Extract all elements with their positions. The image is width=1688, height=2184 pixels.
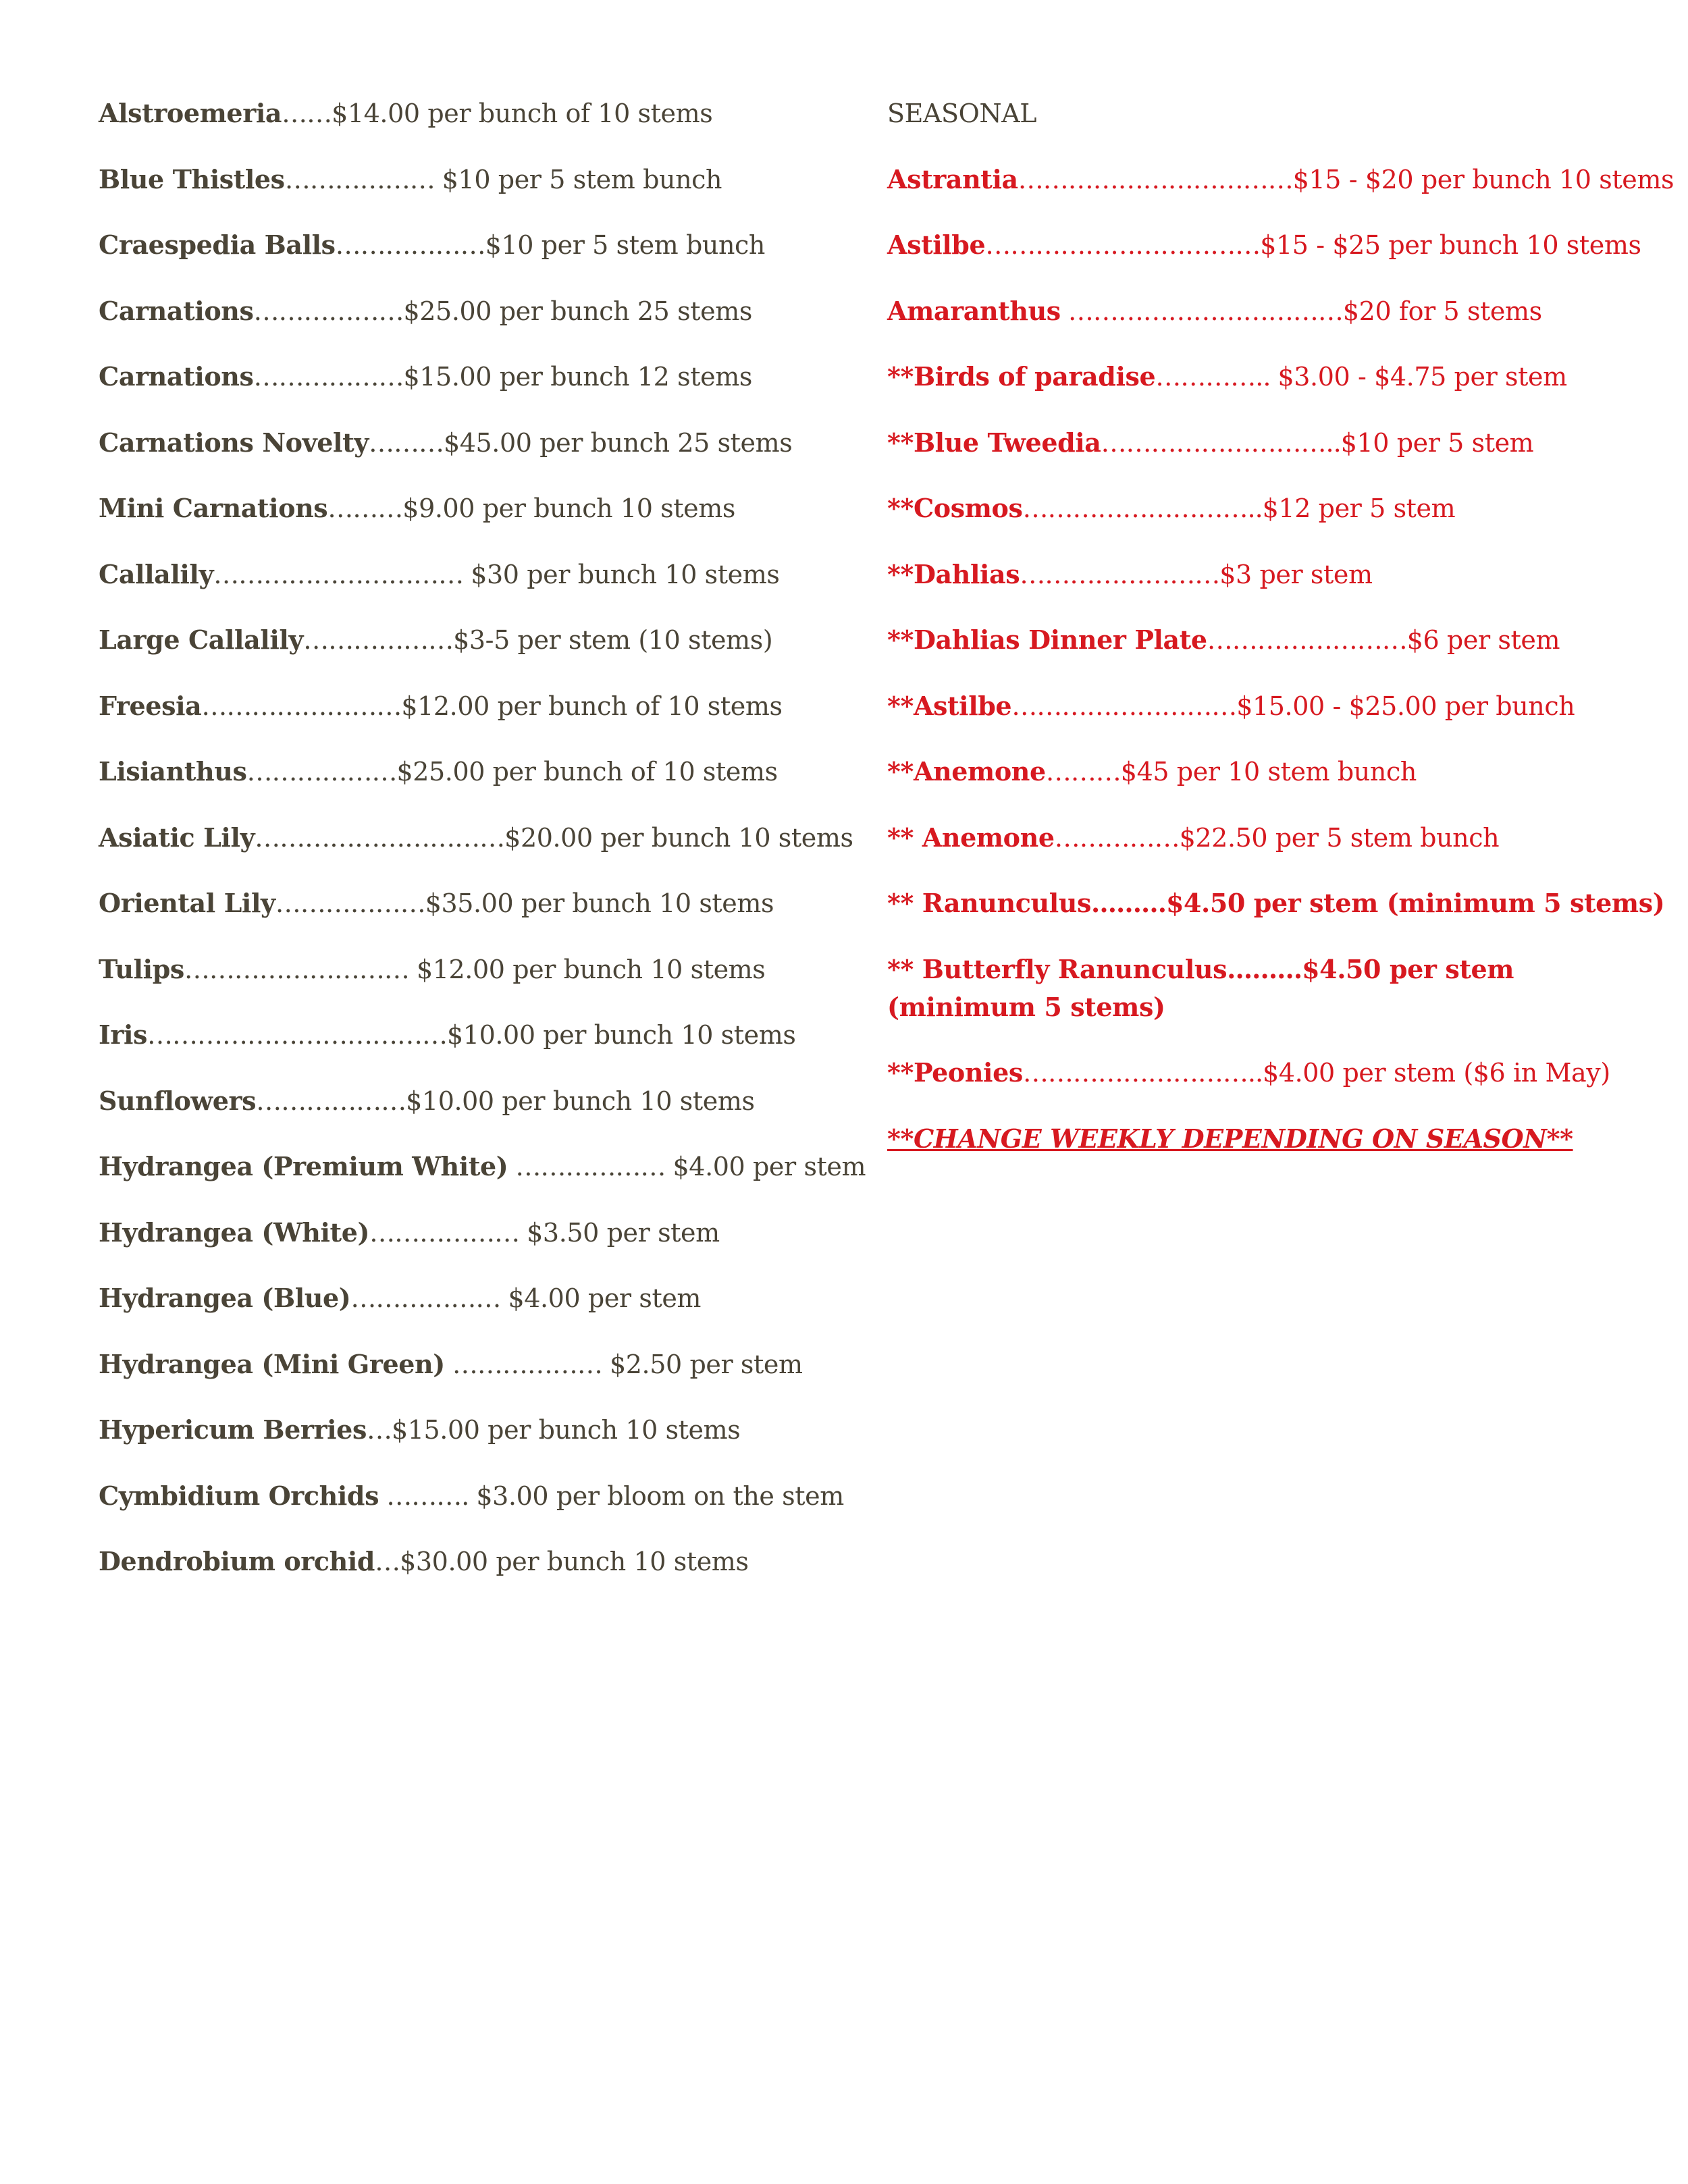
item-price: $45 per 10 stem bunch: [1120, 757, 1417, 787]
item-name: **Peonies: [887, 1057, 1023, 1088]
leader-dots: ………………………………: [147, 1020, 448, 1050]
item-price: $3-5 per stem (10 stems): [453, 625, 773, 655]
item-price: $12 per 5 stem: [1262, 494, 1456, 523]
seasonal-price-list: [887, 95, 1674, 1186]
item-price: $3.00 - $4.75 per stem: [1277, 362, 1567, 392]
leader-dots: ………………: [284, 164, 442, 194]
leader-dots: …………..: [1155, 362, 1278, 392]
item-price: $15.00 - $25.00 per bunch: [1236, 691, 1575, 721]
item-price: $20 for 5 stems: [1342, 296, 1542, 326]
item-name: Sunflowers: [99, 1085, 257, 1116]
item-name: Amaranthus: [887, 295, 1061, 326]
list-item: [99, 556, 848, 593]
item-price: $15.00 per bunch 12 stems: [403, 362, 752, 392]
list-item: [887, 1054, 1630, 1092]
item-name: **Astilbe: [887, 690, 1012, 721]
list-item: [99, 1411, 848, 1449]
leader-dots: ………………: [275, 888, 425, 918]
list-item: [99, 1279, 848, 1317]
list-item: [99, 226, 848, 264]
list-item: [887, 358, 1630, 396]
leader-dots: ………: [327, 494, 403, 523]
leader-dots: ……………………………: [1018, 164, 1293, 194]
item-name: ** Butterfly Ranunculus: [887, 953, 1228, 984]
item-price: $10 per 5 stem bunch: [442, 164, 722, 194]
item-price: $4.00 per stem ($6 in May): [1263, 1058, 1610, 1088]
leader-dots: ………………: [246, 757, 397, 787]
leader-dots: ………………: [256, 1086, 406, 1116]
list-item: [99, 1543, 848, 1580]
leader-dots: ………………: [253, 362, 404, 392]
item-name: Astilbe: [887, 230, 986, 260]
item-price: $3.00 per bloom on the stem: [476, 1481, 844, 1511]
leader-dots: ……………………………: [985, 230, 1261, 260]
leader-dots: ………………: [335, 230, 485, 260]
item-name: **Anemone: [887, 756, 1046, 787]
leader-dots: ……………………: [1020, 559, 1220, 589]
leader-dots: ………………: [508, 1152, 673, 1181]
list-item: [99, 1148, 866, 1186]
item-price: $2.50 per stem: [610, 1349, 803, 1379]
item-price: $12.00 per bunch of 10 stems: [401, 691, 783, 721]
item-price: $10 per 5 stem bunch: [485, 230, 765, 260]
item-price: $22.50 per 5 stem bunch: [1179, 822, 1500, 853]
item-price: $3.50 per stem: [527, 1217, 720, 1248]
item-name: Dendrobium orchid: [99, 1546, 375, 1576]
item-price: $10 per 5 stem: [1340, 427, 1534, 458]
item-price: $6 per stem: [1406, 625, 1560, 655]
item-name: Hydrangea (White): [99, 1217, 370, 1248]
leader-dots: ……………: [1054, 822, 1180, 853]
item-price: $25.00 per bunch 25 stems: [403, 296, 752, 326]
standard-price-list: [99, 95, 866, 1609]
item-name: Craespedia Balls: [99, 230, 336, 260]
list-item: [99, 1477, 848, 1515]
item-name: Cymbidium Orchids: [99, 1480, 379, 1511]
list-item: [99, 161, 848, 198]
item-name: Tulips: [99, 953, 184, 984]
item-price: $30.00 per bunch 10 stems: [400, 1547, 749, 1576]
item-price: $10.00 per bunch 10 stems: [406, 1086, 755, 1116]
list-item: [887, 884, 1665, 922]
item-name: Lisianthus: [99, 756, 247, 787]
item-price: $30 per bunch 10 stems: [471, 559, 780, 589]
item-name: Callalily: [99, 558, 214, 589]
leader-dots: …: [375, 1547, 400, 1576]
list-item: [99, 292, 848, 330]
seasonal-heading: SEASONAL: [887, 99, 1037, 128]
leader-dots: …………………………: [255, 822, 505, 853]
item-name: Asiatic Lily: [99, 822, 255, 853]
leader-dots: …………………………: [213, 559, 471, 589]
item-price: $4.00 per stem: [508, 1283, 702, 1313]
item-name: **Blue Tweedia: [887, 427, 1101, 458]
list-item: [99, 621, 848, 659]
leader-dots: ……………………………: [1060, 296, 1343, 326]
item-name: Mini Carnations: [99, 493, 328, 523]
leader-dots: ………………: [369, 1217, 527, 1248]
item-name: Astrantia: [887, 163, 1018, 194]
item-price: $15 - $20 per bunch 10 stems: [1292, 164, 1674, 194]
item-name: ** Anemone: [887, 822, 1055, 853]
leader-dots: ………………………: [1011, 691, 1237, 721]
item-name: Hydrangea (Mini Green): [99, 1348, 445, 1379]
item-price: $3 per stem: [1219, 559, 1373, 589]
item-price: $45.00 per bunch 25 stems: [443, 427, 793, 458]
leader-dots: ………………: [350, 1283, 508, 1313]
list-item: [99, 884, 848, 922]
list-item: [887, 951, 1630, 1026]
list-item: [99, 95, 848, 132]
item-name: Blue Thistles: [99, 163, 285, 194]
leader-dots: ……………………: [1207, 625, 1407, 655]
item-name: Carnations: [99, 361, 254, 392]
leader-dots: ……: [282, 99, 332, 128]
item-name: ** Ranunculus: [887, 888, 1091, 918]
list-item: [887, 621, 1630, 659]
item-name: **Cosmos: [887, 493, 1023, 523]
list-item: [887, 292, 1630, 330]
list-item: [887, 489, 1630, 527]
list-item: [99, 1082, 848, 1120]
season-change-note: **CHANGE WEEKLY DEPENDING ON SEASON**: [887, 1123, 1573, 1154]
seasonal-footer: [887, 1120, 1630, 1158]
list-item: [887, 687, 1630, 725]
leader-dots: ………………………..: [1101, 427, 1341, 458]
list-item: [99, 489, 848, 527]
list-item: [99, 951, 848, 988]
list-item: [99, 1214, 848, 1252]
item-name: Large Callalily: [99, 624, 304, 655]
leader-dots: ………: [368, 427, 444, 458]
list-item: [99, 819, 853, 857]
leader-dots: ………………: [303, 625, 454, 655]
leader-dots: ………: [1227, 953, 1302, 984]
item-price: $20.00 per bunch 10 stems: [504, 822, 853, 853]
list-item: [99, 687, 848, 725]
item-price: $4.50 per stem (minimum 5 stems): [887, 953, 1514, 1022]
leader-dots: ………………: [444, 1349, 610, 1379]
list-item: [99, 424, 848, 462]
item-price: $4.00 per stem: [672, 1152, 866, 1181]
list-item: [99, 1016, 848, 1054]
list-item: [99, 753, 848, 791]
item-name: Hydrangea (Blue): [99, 1283, 351, 1313]
item-name: **Dahlias: [887, 558, 1020, 589]
leader-dots: ………: [1090, 888, 1166, 918]
item-price: $4.50 per stem (minimum 5 stems): [1165, 888, 1665, 918]
leader-dots: ………………: [253, 296, 404, 326]
list-item: [887, 819, 1630, 857]
leader-dots: …: [366, 1415, 392, 1445]
item-name: Hypericum Berries: [99, 1414, 367, 1445]
item-name: Hydrangea (Premium White): [99, 1151, 508, 1181]
item-name: Alstroemeria: [99, 98, 282, 128]
leader-dots: ……………………: [201, 691, 402, 721]
item-name: Iris: [99, 1019, 148, 1050]
leader-dots: ………………………..: [1022, 1058, 1263, 1088]
list-item: [887, 753, 1630, 791]
item-price: $9.00 per bunch 10 stems: [402, 494, 735, 523]
list-item: [887, 556, 1630, 593]
leader-dots: ……….: [379, 1481, 477, 1511]
item-name: Freesia: [99, 690, 202, 721]
item-price: $15 - $25 per bunch 10 stems: [1260, 230, 1641, 260]
list-item: [99, 358, 848, 396]
item-name: **Birds of paradise: [887, 361, 1156, 392]
list-item: [887, 226, 1641, 264]
leader-dots: ………………………: [184, 954, 417, 984]
item-price: $12.00 per bunch 10 stems: [416, 954, 766, 984]
list-item: [99, 1346, 848, 1383]
item-name: Carnations: [99, 295, 254, 326]
list-item: [887, 161, 1674, 198]
item-name: Carnations Novelty: [99, 427, 369, 458]
item-price: $15.00 per bunch 10 stems: [391, 1415, 741, 1445]
item-price: $14.00 per bunch of 10 stems: [332, 99, 713, 128]
leader-dots: ………: [1045, 757, 1121, 787]
item-price: $10.00 per bunch 10 stems: [447, 1020, 796, 1050]
list-item: [887, 424, 1630, 462]
item-name: Oriental Lily: [99, 888, 275, 918]
item-price: $25.00 per bunch of 10 stems: [396, 757, 778, 787]
leader-dots: ………………………..: [1022, 494, 1263, 523]
item-name: **Dahlias Dinner Plate: [887, 624, 1207, 655]
item-price: $35.00 per bunch 10 stems: [425, 888, 774, 918]
